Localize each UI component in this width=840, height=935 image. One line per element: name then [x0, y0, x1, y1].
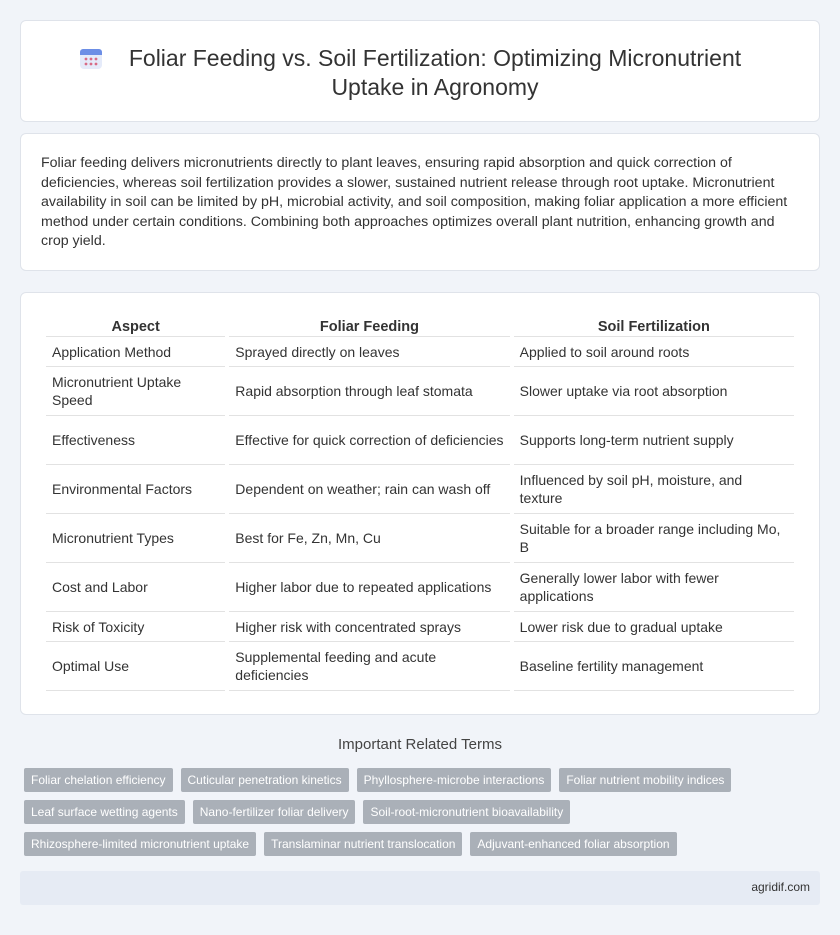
- header-card: [20, 20, 820, 122]
- comparison-card: [20, 292, 820, 715]
- table-cell: Rapid absorption through leaf stomata: [229, 367, 509, 416]
- related-term-tag[interactable]: Cuticular penetration kinetics: [181, 768, 349, 792]
- table-cell: Lower risk due to gradual uptake: [514, 612, 794, 642]
- intro-card: [20, 133, 820, 271]
- table-cell: Slower uptake via root absorption: [514, 367, 794, 416]
- table-cell: Optimal Use: [46, 642, 225, 691]
- related-term-tag[interactable]: Adjuvant-enhanced foliar absorption: [470, 832, 676, 856]
- related-terms-tags: [24, 768, 804, 864]
- table-cell: Dependent on weather; rain can wash off: [229, 465, 509, 514]
- intro-paragraph: Foliar feeding delivers micronutrients directly to plant leaves, ensuring rapid absorption and quick correction of deficiencies, whereas soil fertilization provides a slower, sustained nutrient release through root uptake. Micronutrient availability in soil can be limited by pH, microbial activity, and soil composition, making foliar application a more efficient method under certain conditions. Combining both approaches optimizes overall plant nutrition, enhancing growth and crop yield.: [41, 155, 788, 250]
- table-row: [46, 337, 794, 367]
- related-term-tag[interactable]: Nano-fertilizer foliar delivery: [193, 800, 356, 824]
- table-row: [46, 563, 794, 612]
- table-cell: Generally lower labor with fewer applications: [514, 563, 794, 612]
- related-term-tag[interactable]: Soil-root-micronutrient bioavailability: [363, 800, 570, 824]
- table-cell: Influenced by soil pH, moisture, and texture: [514, 465, 794, 514]
- table-cell: Environmental Factors: [46, 465, 225, 514]
- table-cell: Cost and Labor: [46, 563, 225, 612]
- table-cell: Supplemental feeding and acute deficiencies: [229, 642, 509, 691]
- related-term-tag[interactable]: Phyllosphere-microbe interactions: [357, 768, 552, 792]
- footer: [20, 871, 820, 905]
- table-row: [46, 367, 794, 416]
- page-title: Foliar Feeding vs. Soil Fertilization: Optimizing Micronutrient Uptake in Agronomy: [128, 45, 742, 100]
- table-cell: Baseline fertility management: [514, 642, 794, 691]
- table-cell: Applied to soil around roots: [514, 337, 794, 367]
- related-term-tag[interactable]: Translaminar nutrient translocation: [264, 832, 462, 856]
- table-cell: Effective for quick correction of deficiencies: [229, 416, 509, 465]
- table-row: [46, 612, 794, 642]
- tag-row: [24, 800, 804, 824]
- table-cell: Application Method: [46, 337, 225, 367]
- tag-row: [24, 832, 804, 856]
- table-row: [46, 514, 794, 563]
- header-soil-fertilization: Soil Fertilization: [514, 317, 794, 337]
- footer-site-link[interactable]: agridif.com: [751, 880, 810, 894]
- comparison-table: [42, 317, 798, 691]
- table-row: [46, 465, 794, 514]
- related-term-tag[interactable]: Leaf surface wetting agents: [24, 800, 185, 824]
- related-terms-title: Important Related Terms: [338, 736, 502, 753]
- table-cell: Micronutrient Uptake Speed: [46, 367, 225, 416]
- table-cell: Sprayed directly on leaves: [229, 337, 509, 367]
- header-aspect: Aspect: [46, 317, 225, 337]
- related-term-tag[interactable]: Foliar chelation efficiency: [24, 768, 173, 792]
- table-row: [46, 642, 794, 691]
- table-cell: Best for Fe, Zn, Mn, Cu: [229, 514, 509, 563]
- table-cell: Micronutrient Types: [46, 514, 225, 563]
- table-cell: Higher risk with concentrated sprays: [229, 612, 509, 642]
- table-cell: Suitable for a broader range including Mo, B: [514, 514, 794, 563]
- table-cell: Higher labor due to repeated applications: [229, 563, 509, 612]
- related-term-tag[interactable]: Foliar nutrient mobility indices: [559, 768, 731, 792]
- table-row: [46, 416, 794, 465]
- tag-row: [24, 768, 804, 792]
- table-cell: Supports long-term nutrient supply: [514, 416, 794, 465]
- table-header-row: [46, 317, 794, 337]
- header-foliar-feeding: Foliar Feeding: [229, 317, 509, 337]
- table-cell: Effectiveness: [46, 416, 225, 465]
- related-term-tag[interactable]: Rhizosphere-limited micronutrient uptake: [24, 832, 256, 856]
- table-cell: Risk of Toxicity: [46, 612, 225, 642]
